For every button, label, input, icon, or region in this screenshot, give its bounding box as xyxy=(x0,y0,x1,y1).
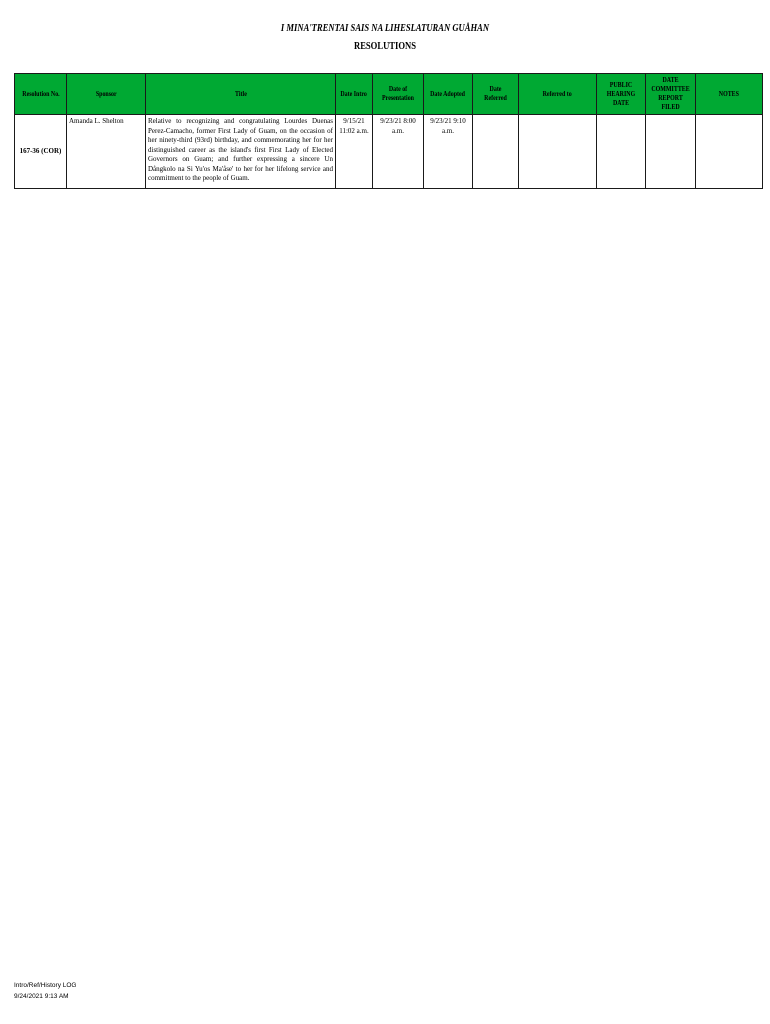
footer-log-name: Intro/Ref/History LOG xyxy=(14,982,77,989)
col-header-referred-to: Referred to xyxy=(519,74,597,115)
col-header-public-hearing-date: PUBLIC HEARING DATE xyxy=(597,74,646,115)
header-row xyxy=(15,74,763,115)
cell-sponsor: Amanda L. Shelton xyxy=(67,115,146,189)
cell-public-hearing-date xyxy=(597,115,646,189)
cell-date-referred xyxy=(473,115,519,189)
cell-resolution-no: 167-36 (COR) xyxy=(15,115,67,189)
footer-timestamp: 9/24/2021 9:13 AM xyxy=(14,993,69,1000)
col-header-date-presentation: Date of Presentation xyxy=(373,74,424,115)
resolutions-table xyxy=(14,73,763,189)
col-header-resolution-no: Resolution No. xyxy=(15,74,67,115)
col-header-sponsor: Sponsor xyxy=(67,74,146,115)
col-header-committee-report-filed: DATE COMMITTEE REPORT FILED xyxy=(646,74,696,115)
cell-notes xyxy=(696,115,763,189)
cell-title: Relative to recognizing and congratulating Lourdes Duenas Perez-Camacho, former First Lady of Guam, on the occasion of her ninety-third (93rd) birthday, and commemorating her for her distinguished career as the island's first First Lady of Elected Governors on Guam; and further expressing a sincere Un Dångkolo na Si Yu'os Ma'åse' to her for her lifelong service and commitment to the people of Guam. xyxy=(146,115,336,189)
col-header-title: Title xyxy=(146,74,336,115)
col-header-date-intro: Date Intro xyxy=(336,74,373,115)
cell-committee-report-filed xyxy=(646,115,696,189)
legislature-title: I MINA'TRENTAI SAIS NA LIHESLATURAN GUÅHAN xyxy=(280,22,490,34)
col-header-date-referred: Date Referred xyxy=(473,74,519,115)
cell-date-intro: 9/15/21 11:02 a.m. xyxy=(336,115,373,189)
table-row xyxy=(15,115,763,189)
col-header-notes: NOTES xyxy=(696,74,763,115)
cell-date-presentation: 9/23/21 8:00 a.m. xyxy=(373,115,424,189)
cell-date-adopted: 9/23/21 9:10 a.m. xyxy=(424,115,473,189)
page-footer xyxy=(14,980,77,1002)
document-type-title: RESOLUTIONS xyxy=(353,40,416,52)
col-header-date-adopted: Date Adopted xyxy=(424,74,473,115)
cell-referred-to xyxy=(519,115,597,189)
